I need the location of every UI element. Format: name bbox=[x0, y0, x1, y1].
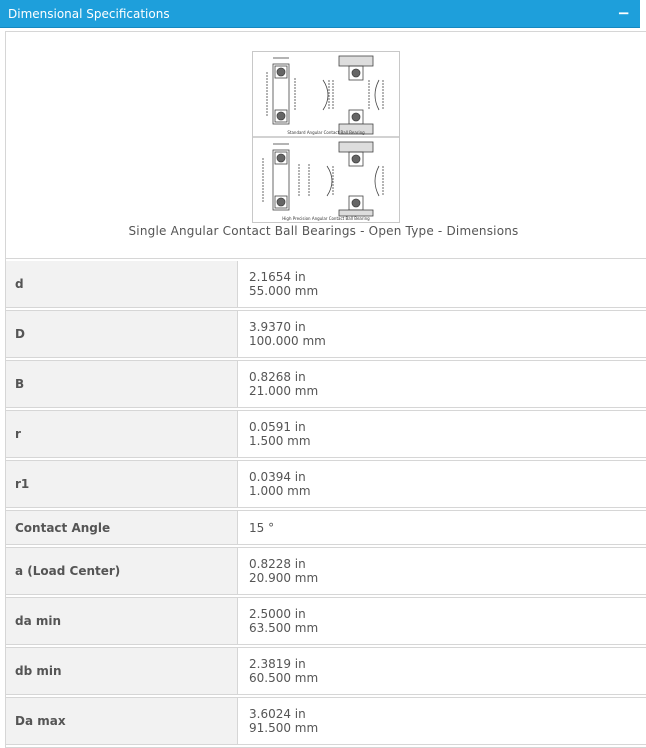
spec-row bbox=[6, 511, 646, 545]
high-precision-bearing-caption: High Precision Angular Contact Ball Bearing bbox=[282, 216, 370, 221]
panel-title: Dimensional Specifications bbox=[8, 6, 170, 21]
spec-label: db min bbox=[6, 648, 238, 695]
spec-value-inch: 3.6024 in bbox=[249, 707, 306, 721]
spec-row bbox=[6, 461, 646, 508]
spec-value-inch: 0.8268 in bbox=[249, 370, 306, 384]
panel-header[interactable] bbox=[0, 0, 640, 28]
spec-label: B bbox=[6, 361, 238, 408]
spec-row bbox=[6, 598, 646, 645]
spec-row bbox=[6, 411, 646, 458]
spec-row bbox=[6, 311, 646, 358]
spec-value-inch: 15 ° bbox=[249, 520, 275, 535]
spec-value bbox=[238, 698, 646, 745]
spec-label: D bbox=[6, 311, 238, 358]
spec-value bbox=[238, 598, 646, 645]
spec-table bbox=[6, 261, 646, 748]
spec-value-mm: 55.000 mm bbox=[249, 284, 319, 298]
spec-value-mm: 100.000 mm bbox=[249, 334, 326, 348]
spec-row bbox=[6, 698, 646, 745]
standard-bearing-caption: Standard Angular Contact Ball Bearing bbox=[287, 130, 365, 135]
collapse-minus-icon[interactable]: − bbox=[617, 4, 630, 22]
spec-value-inch: 3.9370 in bbox=[249, 320, 306, 334]
spec-label: r bbox=[6, 411, 238, 458]
spec-value bbox=[238, 311, 646, 358]
spec-value-mm: 1.500 mm bbox=[249, 434, 311, 448]
spec-value-mm: 91.500 mm bbox=[249, 721, 319, 735]
spec-row bbox=[6, 261, 646, 308]
spec-value-inch: 0.0394 in bbox=[249, 470, 306, 484]
panel-body bbox=[5, 31, 646, 748]
bearing-dimension-diagram bbox=[252, 51, 400, 223]
spec-label: r1 bbox=[6, 461, 238, 508]
spec-row bbox=[6, 361, 646, 408]
spec-label: a (Load Center) bbox=[6, 548, 238, 595]
spec-value-inch: 2.5000 in bbox=[249, 607, 306, 621]
spec-value bbox=[238, 411, 646, 458]
spec-value-mm: 20.900 mm bbox=[249, 571, 319, 585]
spec-value bbox=[238, 261, 646, 308]
spec-value-inch: 2.1654 in bbox=[249, 270, 306, 284]
spec-value bbox=[238, 511, 646, 545]
spec-row bbox=[6, 648, 646, 695]
spec-value-mm: 1.000 mm bbox=[249, 484, 311, 498]
diagram-caption: Single Angular Contact Ball Bearings - Open Type - Dimensions bbox=[128, 224, 519, 238]
spec-value bbox=[238, 461, 646, 508]
spec-label: Da max bbox=[6, 698, 238, 745]
spec-value-mm: 63.500 mm bbox=[249, 621, 319, 635]
spec-label: da min bbox=[6, 598, 238, 645]
diagram-section bbox=[6, 31, 646, 259]
spec-label: d bbox=[6, 261, 238, 308]
spec-row bbox=[6, 548, 646, 595]
spec-value-mm: 21.000 mm bbox=[249, 384, 319, 398]
spec-value bbox=[238, 361, 646, 408]
spec-value bbox=[238, 648, 646, 695]
spec-value-inch: 0.8228 in bbox=[249, 557, 306, 571]
spec-value-inch: 0.0591 in bbox=[249, 420, 306, 434]
spec-value-inch: 2.3819 in bbox=[249, 657, 306, 671]
spec-value bbox=[238, 548, 646, 595]
bearing-diagram-svg bbox=[253, 52, 399, 222]
spec-value-mm: 60.500 mm bbox=[249, 671, 319, 685]
spec-label: Contact Angle bbox=[6, 511, 238, 545]
